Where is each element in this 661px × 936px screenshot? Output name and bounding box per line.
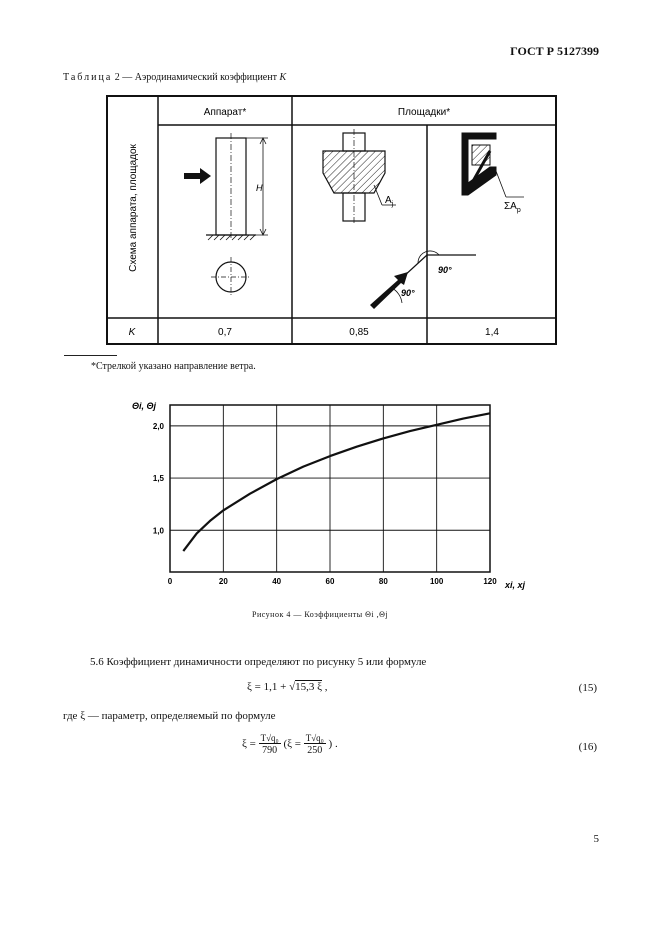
table-caption-text: 2 — Аэродинамический коэффициент	[112, 72, 280, 83]
formula-16-number: (16)	[578, 741, 597, 753]
page-number: 5	[593, 833, 599, 845]
x-tick-label: 120	[483, 577, 497, 586]
col-header-platforms: Площадки*	[397, 107, 451, 118]
formula-16-fraction-1: $\frac{\text{T√q₀}}{790}$	[260, 733, 279, 756]
formula-15-lhs: ξ = 1,1 +	[247, 681, 290, 693]
formula-16-fraction-2: $\frac{\text{T√q₀}}{250}$	[305, 733, 324, 756]
x-tick-label: 0	[167, 577, 173, 586]
x-axis-label: xi, xj	[505, 580, 526, 590]
col-header-apparatus: Аппарат*	[203, 107, 247, 118]
y-axis-label: Θi, Θj	[132, 401, 157, 411]
y-tick-label: 1,5	[152, 474, 164, 484]
label-h: H	[256, 183, 263, 193]
x-tick-label: 60	[325, 577, 335, 586]
formula-16-lhs: ξ =	[242, 738, 259, 751]
apparatus-diagram	[206, 133, 268, 297]
row-header: Схема аппарата, площадок	[128, 144, 139, 272]
x-tick-label: 100	[429, 577, 444, 586]
label-aj: $A_j$	[385, 195, 394, 208]
formula-16	[242, 733, 338, 756]
platform-sap-diagram	[462, 133, 524, 197]
formula-15-end: ,	[322, 681, 328, 693]
aerodynamic-table	[106, 95, 557, 345]
platform-aj-diagram	[323, 129, 396, 225]
formula-15: ξ = 1,1 + √15,3 ξ ,	[247, 681, 328, 693]
theta-chart	[120, 393, 540, 593]
footnote-separator	[64, 355, 117, 356]
paragraph-5-6: 5.6 Коэффициент динамичности определяют по рисунку 5 или формуле	[90, 656, 427, 668]
x-tick-label: 80	[378, 577, 388, 586]
table-caption	[63, 72, 286, 83]
table-caption-word: Таблица	[63, 72, 113, 83]
figure-caption: Рисунок 4 — Коэффициенты Θi ,Θj	[252, 610, 389, 619]
label-sap: $\Sigma A_p$	[504, 201, 521, 214]
angle-label-top: 90°	[438, 265, 452, 275]
k-value-platform-aj: 0,85	[349, 327, 369, 338]
formula-15-radicand: 15,3 ξ	[295, 681, 323, 693]
standard-number: ГОСТ Р 5127399	[510, 44, 599, 58]
k-value-apparatus: 0,7	[218, 327, 232, 338]
y-tick-label: 1,0	[152, 526, 164, 536]
footnote: *Стрелкой указано направление ветра.	[91, 361, 256, 372]
table-caption-symbol: K	[279, 72, 287, 83]
k-value-platform-sap: 1,4	[485, 327, 499, 338]
y-tick-label: 2,0	[152, 421, 164, 431]
angle-label-bottom: 90°	[401, 288, 415, 298]
formula-16-end: ) .	[328, 738, 338, 751]
x-tick-label: 20	[218, 577, 228, 586]
x-tick-label: 40	[272, 577, 282, 586]
formula-16-mid: (ξ =	[283, 738, 304, 751]
k-label: K	[128, 327, 136, 338]
formula-15-number: (15)	[578, 682, 597, 694]
wind-arrow-icon	[184, 168, 211, 184]
where-text: где ξ — параметр, определяемый по формуле	[63, 710, 276, 722]
